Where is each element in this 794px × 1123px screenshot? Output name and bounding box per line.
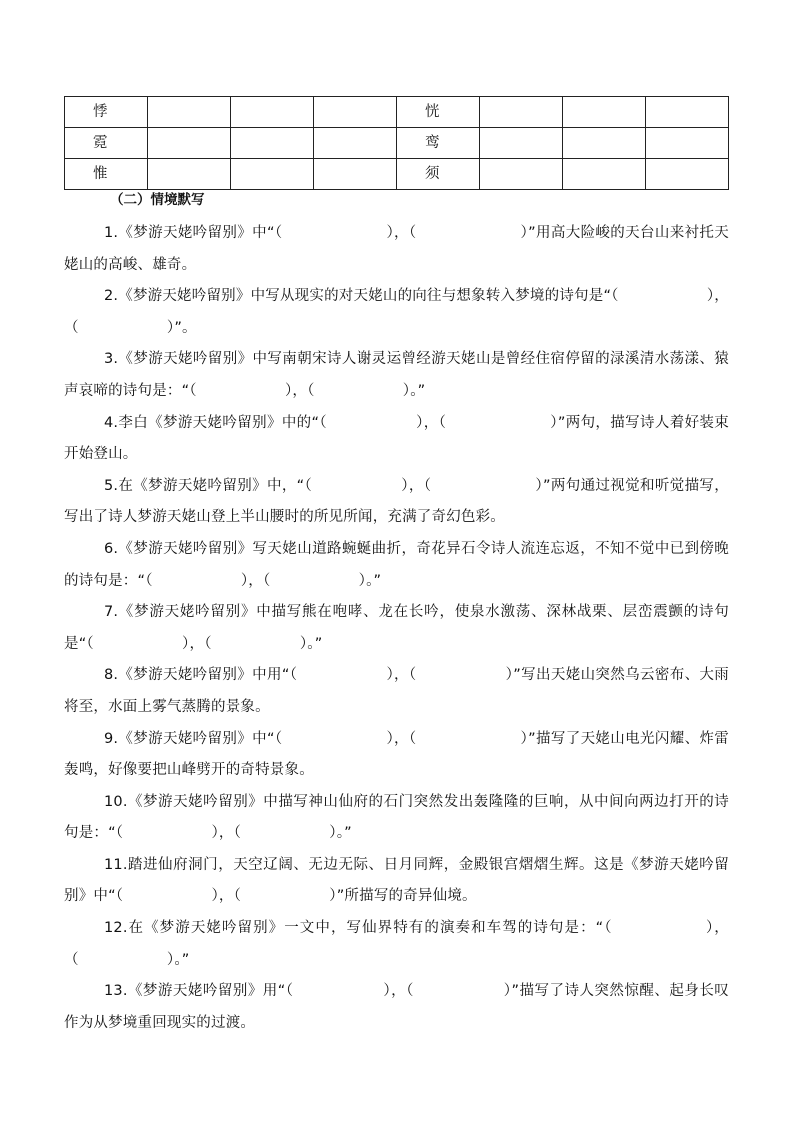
table-row [65, 128, 729, 159]
char-cell: 悸 [65, 97, 148, 128]
answer-cell[interactable] [148, 97, 231, 128]
char-cell: 霓 [65, 128, 148, 159]
answer-cell[interactable] [563, 97, 646, 128]
answer-cell[interactable] [646, 97, 729, 128]
question-item: 7.《梦游天姥吟留别》中描写熊在咆哮、龙在长吟，使泉水激荡、深林战栗、层峦震颤的诗句是“（ ），（ ）。” [64, 604, 729, 652]
question-item: 3.《梦游天姥吟留别》中写南朝宋诗人谢灵运曾经游天姥山是曾经住宿停留的渌溪清水荡漾、猿声哀啼的诗句是：“（ ），（ ）。” [64, 351, 729, 399]
answer-cell[interactable] [231, 159, 314, 190]
answer-cell[interactable] [231, 128, 314, 159]
answer-cell[interactable] [563, 159, 646, 190]
question-list [64, 218, 729, 1039]
section-title: （二）情境默写 [110, 192, 205, 208]
answer-cell[interactable] [231, 97, 314, 128]
answer-cell[interactable] [646, 159, 729, 190]
question-item: 4.李白《梦游天姥吟留别》中的“（ ），（ ）”两句，描写诗人着好装束开始登山。 [64, 414, 729, 463]
table-row [65, 159, 729, 190]
char-cell: 须 [397, 159, 480, 190]
answer-cell[interactable] [314, 128, 397, 159]
question-item: 1.《梦游天姥吟留别》中“（ ），（ ）”用高大险峻的天台山来衬托天姥山的高峻、雄奇。 [64, 225, 729, 273]
answer-cell[interactable] [480, 159, 563, 190]
answer-cell[interactable] [480, 97, 563, 128]
answer-cell[interactable] [646, 128, 729, 159]
question-item: 2.《梦游天姥吟留别》中写从现实的对天姥山的向往与想象转入梦境的诗句是“（ ），（ ）”。 [64, 288, 729, 336]
answer-cell[interactable] [480, 128, 563, 159]
answer-cell[interactable] [148, 159, 231, 190]
char-cell: 恍 [397, 97, 480, 128]
question-item: 11.踏进仙府洞门，天空辽阔、无边无际、日月同辉，金殿银宫熠熠生辉。这是《梦游天姥吟留别》中“（ ），（ ）”所描写的奇异仙境。 [64, 856, 729, 905]
question-item: 5.在《梦游天姥吟留别》中，“（ ），（ ）”两句通过视觉和听觉描写，写出了诗人梦游天姥山登上半山腰时的所见所闻，充满了奇幻色彩。 [64, 477, 729, 526]
question-item: 6.《梦游天姥吟留别》写天姥山道路蜿蜒曲折，奇花异石令诗人流连忘返，不知不觉中已到傍晚的诗句是：“（ ），（ ）。” [64, 540, 729, 589]
answer-cell[interactable] [314, 159, 397, 190]
question-item: 9.《梦游天姥吟留别》中“（ ），（ ）”描写了天姥山电光闪耀、炸雷轰鸣，好像要把山峰劈开的奇特景象。 [64, 730, 729, 779]
char-cell: 鸾 [397, 128, 480, 159]
question-item: 12.在《梦游天姥吟留别》一文中，写仙界特有的演奏和车驾的诗句是：“（ ），（ ）。” [64, 920, 729, 968]
question-item: 10.《梦游天姥吟留别》中描写神山仙府的石门突然发出轰隆隆的巨响，从中间向两边打开的诗句是：“（ ），（ ）。” [64, 793, 729, 842]
answer-cell[interactable] [314, 97, 397, 128]
character-table [64, 96, 729, 190]
char-cell: 惟 [65, 159, 148, 190]
answer-cell[interactable] [563, 128, 646, 159]
answer-cell[interactable] [148, 128, 231, 159]
question-item: 8.《梦游天姥吟留别》中用“（ ），（ ）”写出天姥山突然乌云密布、大雨将至，水面上雾气蒸腾的景象。 [64, 667, 729, 715]
table-row [65, 97, 729, 128]
question-item: 13.《梦游天姥吟留别》用“（ ），（ ）”描写了诗人突然惊醒、起身长叹作为从梦境重回现实的过渡。 [64, 983, 729, 1031]
